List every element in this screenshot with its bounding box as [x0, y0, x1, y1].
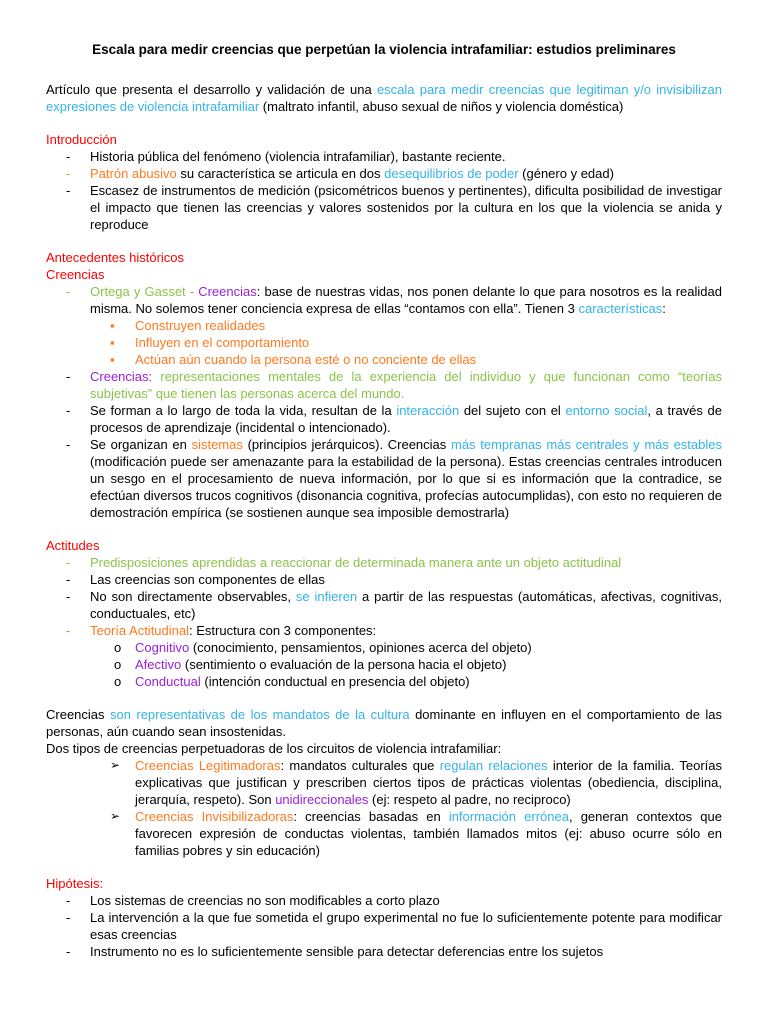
- text: (modificación puede ser amenazante para la estabilidad de la persona). Estas creencias centrales introducen un sesgo en el procesamiento de nueva información, por lo que si es información que la contradice, se efectúan diversos trucos cognitivos (disonancia cognitiva, profecías autocumplidas), con esto no requieren de demostración empírica (se sostienen aunque sea imposible demostrarla): [90, 454, 722, 520]
- highlight-text: características: [578, 301, 663, 316]
- highlight-text: regulan relaciones: [439, 758, 548, 773]
- list-item: - Las creencias son componentes de ellas: [46, 571, 722, 588]
- highlight-text: se infieren: [295, 589, 358, 604]
- highlight-text: son representativas de los mandatos de la cultura: [109, 707, 410, 722]
- text: : base de nuestras vidas, nos ponen delante lo que para nosotros es la realidad misma. No solemos tener conciencia expresa de ellas “contamos con ella”. Tienen 3: [90, 284, 722, 316]
- heading-actitudes: Actitudes: [46, 538, 100, 553]
- text: (sentimiento o evaluación de la persona hacia el objeto): [181, 657, 507, 672]
- antecedentes-list-2: [46, 368, 722, 521]
- text: su característica se articula en dos: [176, 166, 385, 181]
- list-item: ▪ Construyen realidades: [46, 317, 722, 334]
- text: del sujeto con el: [459, 403, 566, 418]
- highlight-text: más tempranas más centrales y más estables: [451, 437, 722, 452]
- hipotesis-list: [46, 892, 722, 960]
- list-item: [46, 368, 722, 402]
- list-item: - La intervención a la que fue sometida el grupo experimental no fue lo suficientemente potente para modificar esas creencias: [46, 909, 722, 943]
- intro-text-end: (maltrato infantil, abuso sexual de niños y violencia doméstica): [259, 99, 624, 114]
- text: (ej: respeto al padre, no reciproco): [368, 792, 571, 807]
- text: No son directamente observables,: [90, 589, 296, 604]
- text: :: [662, 301, 666, 316]
- caracteristicas-list: [46, 317, 722, 368]
- text: : mandatos culturales que: [280, 758, 440, 773]
- introduccion-list: [46, 148, 722, 233]
- text: a partir de las respuestas (automáticas, afectivas, cognitivas, conductuales, etc): [90, 589, 723, 621]
- highlight-text: desequilibrios de poder: [384, 166, 519, 181]
- list-item: - Instrumento no es lo suficientemente sensible para detectar deferencias entre los sujetos: [46, 943, 722, 960]
- text: (intención conductual en presencia del objeto): [200, 674, 470, 689]
- list-item: [46, 656, 722, 673]
- list-item: ▪ Actúan aún cuando la persona esté o no conciente de ellas: [46, 351, 722, 368]
- highlight-text: Patrón abusivo: [90, 166, 177, 181]
- text: : Estructura con 3 componentes:: [189, 623, 377, 638]
- list-item: - Los sistemas de creencias no son modificables a corto plazo: [46, 892, 722, 909]
- highlight-text: representaciones mentales de la experiencia del individuo y que funcionan como “teorías subjetivas” que tienen las personas acerca del mundo.: [90, 369, 722, 401]
- subheading-creencias: Creencias: [46, 267, 105, 282]
- actitudes-list: [46, 554, 722, 639]
- list-item: - Historia pública del fenómeno (violencia intrafamiliar), bastante reciente.: [46, 148, 722, 165]
- highlight-text: Cognitivo: [135, 640, 190, 655]
- document-page: [46, 36, 722, 960]
- text: Creencias: [46, 707, 110, 722]
- tipos-list: [46, 757, 722, 859]
- highlight-text: Ortega y Gasset: [90, 284, 186, 299]
- intro-highlight: escala para medir creencias que legitiman y/o invisibilizan expresiones de violencia intrafamiliar: [46, 82, 722, 114]
- componentes-list: [46, 639, 722, 690]
- heading-hipotesis: Hipótesis:: [46, 876, 104, 891]
- highlight-text: Conductual: [135, 674, 201, 689]
- text: Se organizan en: [90, 437, 192, 452]
- text: interior de la familia. Teorías explicativas que justifican y prescriben ciertos tipos de prácticas violentas (obediencia, disciplina, jerarquía, respeto). Son: [135, 758, 722, 807]
- text: -: [185, 284, 199, 299]
- antecedentes-list: [46, 283, 722, 317]
- list-item: [46, 165, 722, 182]
- highlight-text: sistemas: [191, 437, 243, 452]
- list-item: - Escasez de instrumentos de medición (psicométricos buenos y pertinentes), dificulta posibilidad de investigar el impacto que tienen las creencias y valores sostenidos por la cultura en los que la violencia se anida y reproduce: [46, 182, 722, 233]
- list-item: [46, 757, 722, 808]
- text: (conocimiento, pensamientos, opiniones acerca del objeto): [189, 640, 532, 655]
- list-item: [46, 283, 722, 317]
- highlight-text: Teoría Actitudinal: [90, 623, 190, 638]
- highlight-text: Creencias Legitimadoras: [135, 758, 281, 773]
- highlight-text: información errónea: [448, 809, 569, 824]
- heading-introduccion: Introducción: [46, 132, 117, 147]
- list-item: [46, 436, 722, 521]
- text: : creencias basadas en: [293, 809, 449, 824]
- text: , generan contextos que favorecen expresión de conductas violentas, también llamados mitos (ej: abuso ocurre sólo en familias pobres y sin educación): [135, 809, 722, 858]
- text: dominante en influyen en el comportamiento de las personas, aún cuando sean insostenidas.: [46, 707, 722, 739]
- highlight-text: unidireccionales: [275, 792, 369, 807]
- text: (género y edad): [518, 166, 614, 181]
- highlight-text: Creencias: [198, 284, 257, 299]
- highlight-text: entorno social: [565, 403, 648, 418]
- highlight-text: interacción: [396, 403, 460, 418]
- creencias-paragraph: [46, 706, 722, 740]
- list-item: [46, 622, 722, 639]
- text: Se forman a lo largo de toda la vida, resultan de la: [90, 403, 397, 418]
- tipos-paragraph: Dos tipos de creencias perpetuadoras de los circuitos de violencia intrafamiliar:: [46, 741, 502, 756]
- text: (principios jerárquicos). Creencias: [242, 437, 451, 452]
- list-item: [46, 808, 722, 859]
- list-item: [46, 588, 722, 622]
- list-item: [46, 402, 722, 436]
- list-item: [46, 673, 722, 690]
- intro-paragraph: [46, 81, 722, 115]
- highlight-text: Creencias Invisibilizadoras: [135, 809, 294, 824]
- heading-antecedentes: Antecedentes históricos: [46, 250, 185, 265]
- highlight-text: Afectivo: [135, 657, 182, 672]
- list-item: [46, 639, 722, 656]
- document-title: Escala para medir creencias que perpetúan la violencia intrafamiliar: estudios preliminares: [92, 42, 676, 57]
- list-item: - Predisposiciones aprendidas a reaccionar de determinada manera ante un objeto actitudinal: [46, 554, 722, 571]
- intro-text: Artículo que presenta el desarrollo y validación de una: [46, 82, 377, 97]
- text: , a través de procesos de aprendizaje (incidental o intencionado).: [90, 403, 722, 435]
- list-item: ▪ Influyen en el comportamiento: [46, 334, 722, 351]
- highlight-text: Creencias:: [90, 369, 153, 384]
